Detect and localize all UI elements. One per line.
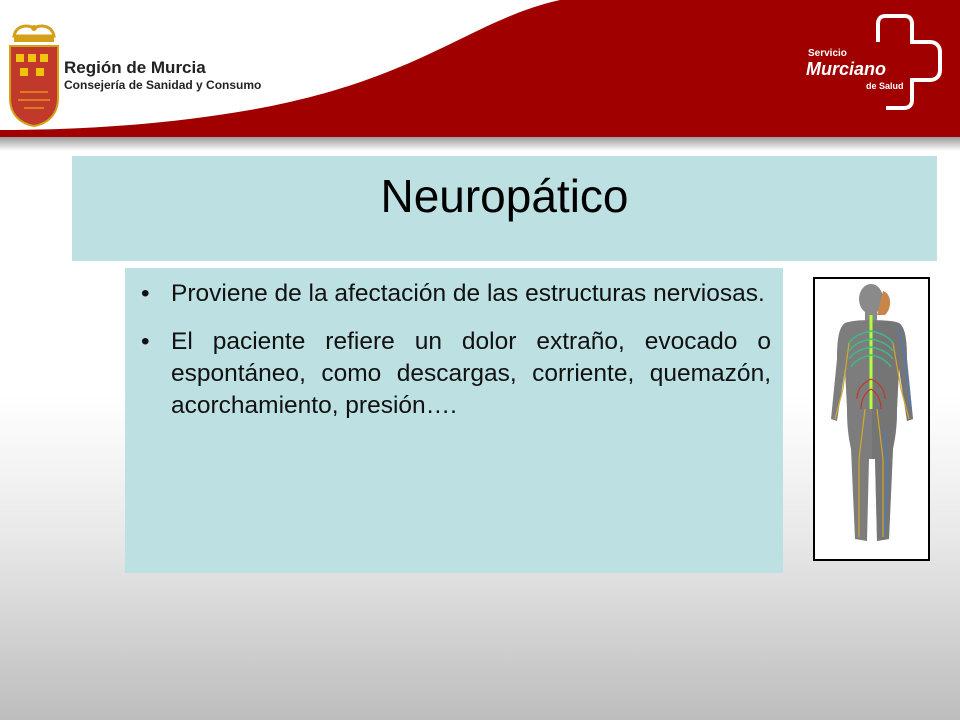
bullet-text: El paciente refiere un dolor extraño, evocado o espontáneo, como descargas, corriente, quemazón, acorchamiento, presión…. <box>171 328 771 419</box>
coat-of-arms-icon <box>6 22 62 128</box>
bullet-item <box>135 278 771 310</box>
region-department: Consejería de Sanidad y Consumo <box>64 78 262 92</box>
content-panel <box>125 268 783 573</box>
service-line-2: Murciano <box>806 59 887 79</box>
region-branding <box>64 58 261 92</box>
nervous-system-figure <box>813 277 930 561</box>
slide-title: Neuropático <box>380 169 629 222</box>
service-line-3: de Salud <box>866 81 904 91</box>
service-line-1: Servicio <box>808 48 847 59</box>
bullet-text: Proviene de la afectación de las estructuras nerviosas. <box>171 280 765 307</box>
bullet-item <box>135 326 771 422</box>
region-name: Región de Murcia <box>64 58 206 77</box>
bullet-glyph: • <box>141 328 150 355</box>
header-shadow <box>0 137 960 151</box>
bullet-list <box>125 268 783 422</box>
title-panel <box>72 156 937 261</box>
human-nervous-system-icon <box>815 279 928 559</box>
bullet-glyph: • <box>141 280 150 307</box>
